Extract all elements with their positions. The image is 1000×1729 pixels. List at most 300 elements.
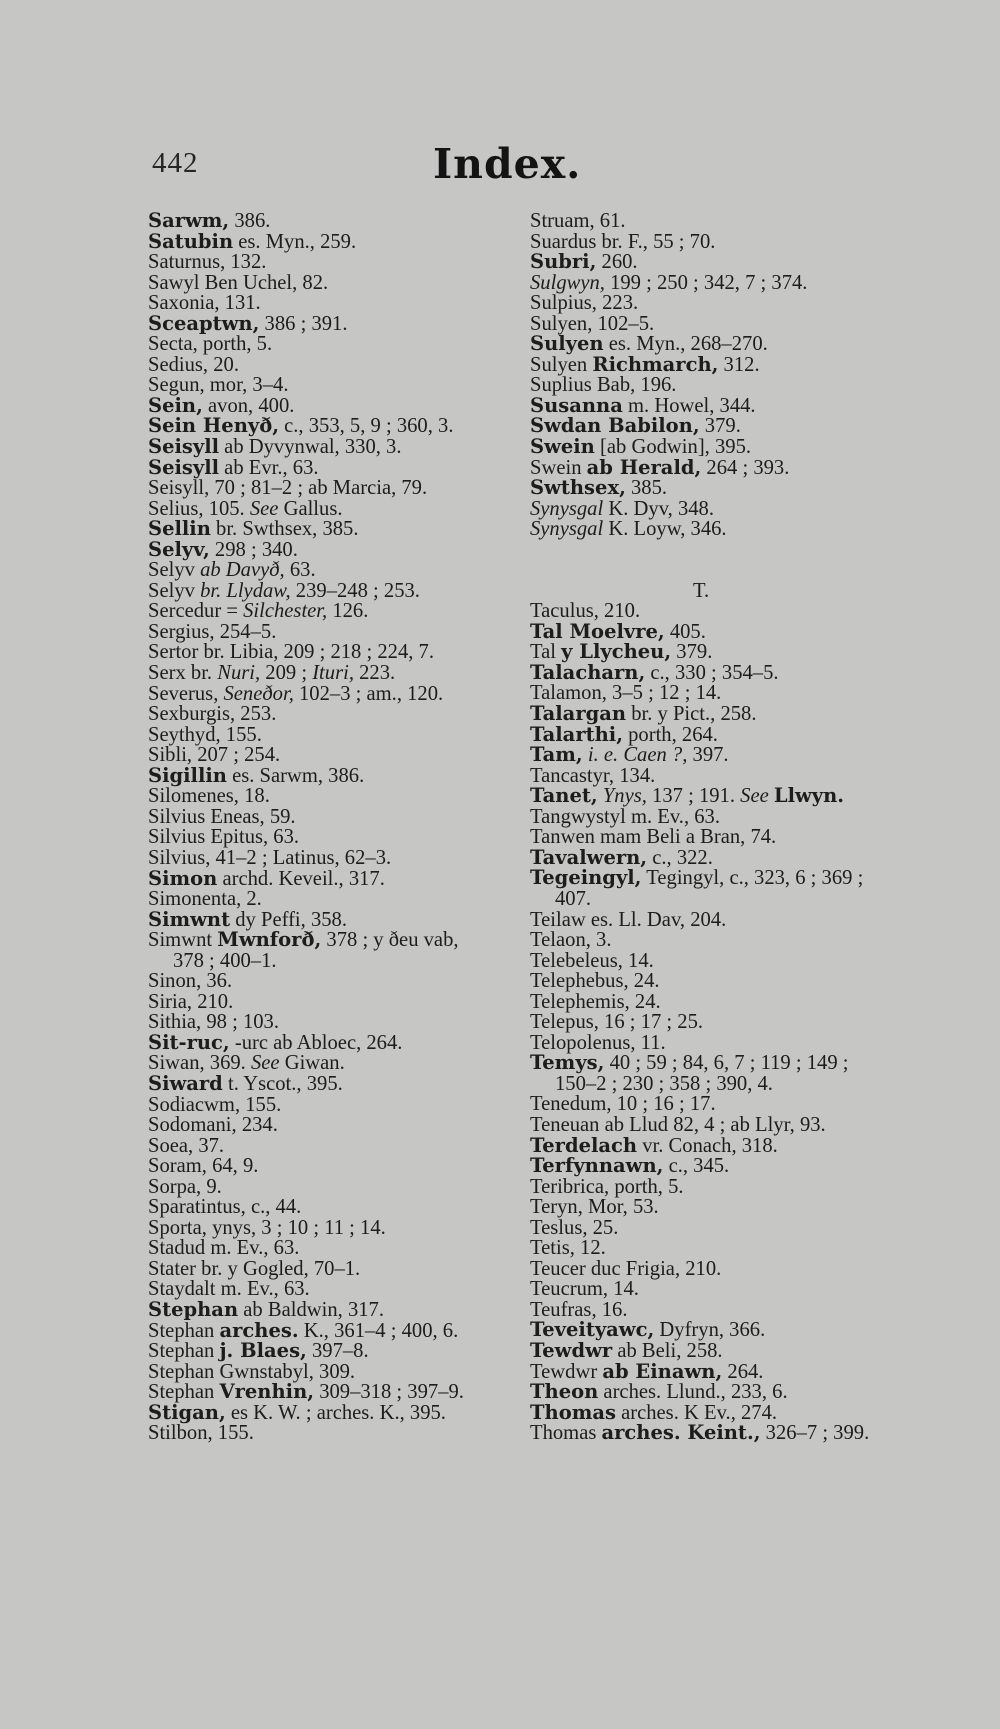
entry-italic: Ituri, [312, 662, 354, 685]
entry-italic: Synysgal [530, 497, 604, 520]
index-column-right [530, 211, 880, 1444]
entry-text: Thomas [530, 1422, 602, 1445]
entry-text: 199 ; 250 ; 342, 7 ; 374. [604, 271, 808, 294]
entry-italic: i. e. Caen ?, [587, 744, 688, 767]
entry-text: 378 ; 400–1. [173, 949, 277, 972]
entry-text: 102–3 ; am., 120. [293, 682, 444, 705]
index-entry [148, 437, 493, 458]
entry-text: Sithia, 98 ; 103. [148, 1011, 280, 1034]
index-entry [148, 1318, 493, 1342]
entry-text: arches. Llund., 233, 6. [598, 1381, 788, 1404]
entry-text: Struam, 61. [530, 210, 626, 232]
entry-text: porth, 264. [622, 723, 718, 746]
index-entry [530, 1423, 880, 1444]
entry-text: Silvius Epitus, 63. [148, 826, 300, 849]
index-entry [530, 1218, 880, 1239]
index-entry [148, 827, 493, 848]
entry-text: Stater br. y Gogled, 70–1. [148, 1257, 361, 1280]
entry-text: Sulyen [530, 353, 593, 376]
entry-headword: arches. Keint., [601, 1421, 761, 1445]
index-entry [148, 1382, 493, 1403]
index-entry [148, 416, 493, 437]
entry-text: dy Peffi, 358. [230, 908, 347, 931]
entry-text: Tangwystyl m. Ev., 63. [530, 805, 720, 828]
index-entry [530, 211, 880, 232]
entry-text: 298 ; 340. [209, 538, 298, 561]
entry-text: Silvius Eneas, 59. [148, 805, 296, 828]
entry-text: Sexburgis, 253. [148, 703, 277, 726]
index-entry [530, 455, 880, 479]
index-entry [148, 663, 493, 684]
index-entry [530, 1094, 880, 1115]
index-entry [530, 1053, 880, 1074]
index-entry [148, 1218, 493, 1239]
index-entry [530, 807, 880, 828]
entry-text: Stephan [148, 1340, 220, 1363]
entry-text: Telebeleus, 14. [530, 949, 654, 972]
entry-text: br. Swthsex, 385. [210, 518, 359, 541]
entry-text: 379. [671, 641, 713, 664]
entry-text: Sorpa, 9. [148, 1175, 222, 1198]
index-entry [530, 951, 880, 972]
entry-italic: Sulgwyn, [530, 271, 605, 294]
entry-text: 312. [718, 353, 760, 376]
entry-headword: ab Herald, [586, 455, 702, 479]
entry-text: 386 ; 391. [259, 312, 348, 335]
entry-text: Sibli, 207 ; 254. [148, 744, 281, 767]
entry-headword: j. Blaes, [219, 1339, 307, 1363]
index-entry [530, 992, 880, 1013]
index-entry [530, 1012, 880, 1033]
entry-text: ab Evr., 63. [219, 456, 319, 479]
entry-headword: y Llycheu, [561, 640, 672, 664]
entry-text: 264. [722, 1360, 764, 1383]
entry-headword: Simon [148, 866, 218, 890]
entry-text: c., 330 ; 354–5. [645, 661, 779, 684]
entry-text: K. Dyv, 348. [603, 497, 715, 520]
entry-text: [ab Godwin], 395. [594, 436, 752, 459]
index-entry [148, 1095, 493, 1116]
index-entry [530, 273, 880, 294]
entry-italic: Seneðor, [223, 682, 294, 705]
index-entry [530, 704, 880, 725]
index-entry [148, 393, 493, 417]
entry-text: Secta, porth, 5. [148, 333, 273, 356]
entry-headword: Stephan [148, 1297, 239, 1321]
entry-headword: Stigan, [148, 1400, 226, 1424]
entry-headword: Teveityawc, [530, 1318, 655, 1342]
entry-text: 264 ; 393. [701, 456, 790, 479]
entry-text: Seythyd, 155. [148, 723, 262, 746]
index-entry [148, 273, 493, 294]
entry-italic: ab Davyð, [200, 559, 285, 582]
section-letter [530, 581, 880, 602]
entry-headword: Seisyll [148, 455, 220, 479]
entry-text: Gallus. [278, 497, 343, 520]
entry-text: Teilaw es. Ll. Dav, 204. [530, 908, 727, 931]
entry-text: Teufras, 16. [530, 1298, 628, 1321]
entry-text: Sulyen, 102–5. [530, 312, 655, 335]
entry-text: Teucrum, 14. [530, 1278, 639, 1301]
entry-text: Dyfryn, 366. [654, 1319, 766, 1342]
index-entry [148, 1136, 493, 1157]
entry-text: Tegingyl, c., 323, 6 ; 369 ; [641, 867, 864, 890]
index-entry [148, 1400, 493, 1424]
entry-text: Talamon, 3–5 ; 12 ; 14. [530, 682, 722, 705]
index-entry [530, 232, 880, 253]
entry-text: Simwnt [148, 929, 218, 952]
index-entry [148, 375, 493, 396]
entry-headword: Talargan [530, 702, 627, 726]
index-entry [530, 293, 880, 314]
index-entry [148, 334, 493, 355]
entry-text: Silvius, 41–2 ; Latinus, 62–3. [148, 846, 392, 869]
index-entry [530, 827, 880, 848]
entry-text: Stephan Gwnstabyl, 309. [148, 1360, 356, 1383]
entry-text: -urc ab Abloec, 264. [229, 1031, 403, 1054]
entry-text: Severus, [148, 682, 224, 705]
index-entry [530, 1238, 880, 1259]
entry-text: Teryn, Mor, 53. [530, 1196, 659, 1219]
entry-text: 407. [555, 887, 592, 910]
index-entry [148, 930, 493, 951]
entry-text: Tetis, 12. [530, 1237, 606, 1260]
index-entry [530, 1338, 880, 1362]
entry-text: c., 345. [663, 1155, 730, 1178]
entry-text: Tancastyr, 134. [530, 764, 656, 787]
entry-text: 397. [687, 744, 729, 767]
entry-text: ab Beli, 258. [612, 1339, 723, 1362]
entry-headword: Siward [148, 1071, 223, 1095]
entry-text: Stilbon, 155. [148, 1422, 254, 1445]
index-entry [530, 1359, 880, 1383]
index-entry [148, 1156, 493, 1177]
entry-text: vr. Conach, 318. [637, 1134, 778, 1157]
entry-text: Siria, 210. [148, 990, 234, 1013]
index-entry [530, 868, 880, 889]
entry-text: Teucer duc Frigia, 210. [530, 1257, 722, 1280]
entry-text: Sparatintus, c., 44. [148, 1196, 302, 1219]
entry-headword: Selyv, [148, 537, 210, 561]
index-entry [148, 971, 493, 992]
entry-headword: Mwnforð, [217, 928, 322, 952]
index-entry [148, 642, 493, 663]
entry-text: Suplius Bab, 196. [530, 374, 677, 397]
entry-headword: Talarthi, [530, 722, 623, 746]
entry-text: avon, 400. [202, 394, 295, 417]
index-entry [148, 1238, 493, 1259]
index-entry [148, 519, 493, 540]
entry-text: 126. [327, 600, 369, 623]
entry-text: Telepus, 16 ; 17 ; 25. [530, 1011, 704, 1034]
index-entry [148, 992, 493, 1013]
entry-text: t. Yscot., 395. [222, 1072, 343, 1095]
index-entry [530, 745, 880, 766]
index-entry [530, 1177, 880, 1198]
entry-headword: Sigillin [148, 763, 227, 787]
index-entry [530, 1400, 880, 1424]
index-entry [530, 375, 880, 396]
index-entry [530, 1197, 880, 1218]
entry-text: Suardus br. F., 55 ; 70. [530, 230, 716, 253]
entry-text: br. y Pict., 258. [626, 703, 757, 726]
entry-text: Swein [530, 456, 587, 479]
index-entry [530, 660, 880, 684]
entry-headword: Tavalwern, [530, 845, 648, 869]
index-entry [530, 766, 880, 787]
entry-text: Sawyl Ben Uchel, 82. [148, 271, 329, 294]
entry-text: Sedius, 20. [148, 353, 239, 376]
entry-text: Stephan [148, 1319, 220, 1342]
entry-text: 379. [699, 415, 741, 438]
entry-text: Giwan. [279, 1052, 345, 1075]
index-entry [148, 355, 493, 376]
index-entry [148, 478, 493, 499]
entry-text: Tewdwr [530, 1360, 603, 1383]
index-entry [530, 683, 880, 704]
index-entry [148, 1177, 493, 1198]
index-entry [530, 910, 880, 931]
index-entry [148, 622, 493, 643]
entry-text: Saxonia, 131. [148, 292, 261, 315]
index-entry [530, 1300, 880, 1321]
index-entry [530, 642, 880, 663]
entry-italic: br. Llydaw, [200, 579, 291, 602]
index-entry [530, 786, 880, 807]
entry-headword: Swthsex, [530, 476, 626, 500]
entry-headword: Terdelach [530, 1133, 638, 1157]
index-entry [530, 722, 880, 746]
index-entry [148, 684, 493, 705]
index-entry [148, 848, 493, 869]
entry-text: archd. Keveil., 317. [217, 867, 385, 890]
index-entry [148, 745, 493, 766]
entry-text: 326–7 ; 399. [760, 1422, 870, 1445]
entry-headword: Theon [530, 1380, 599, 1404]
entry-text: Sercedur = [148, 600, 244, 623]
index-entry [530, 393, 880, 417]
entry-headword: Swein [530, 435, 595, 459]
index-entry [530, 437, 880, 458]
index-entry [530, 1115, 880, 1136]
index-entry [530, 1320, 880, 1341]
entry-italic: See [249, 497, 279, 520]
entry-headword: Sein Henyð, [148, 414, 279, 438]
entry-text: es. Myn., 268–270. [603, 333, 768, 356]
entry-text: Staydalt m. Ev., 63. [148, 1278, 310, 1301]
entry-italic: See [250, 1052, 280, 1075]
index-entry [148, 725, 493, 746]
index-entry [148, 1259, 493, 1280]
entry-text: Sodomani, 234. [148, 1114, 278, 1137]
entry-text: Telaon, 3. [530, 929, 612, 952]
page-number: 442 [152, 147, 199, 179]
index-entry [148, 211, 493, 232]
entry-headword: Subri, [530, 250, 597, 274]
index-entry [530, 971, 880, 992]
entry-text: 137 ; 191. [646, 785, 741, 808]
entry-text: Sergius, 254–5. [148, 620, 277, 643]
entry-headword: Tanet, [530, 784, 598, 808]
entry-headword: Thomas [530, 1400, 616, 1424]
entry-headword: Tegeingyl, [530, 866, 642, 890]
entry-italic: Silchester, [243, 600, 328, 623]
entry-headword: Swdan Babilon, [530, 414, 700, 438]
entry-text: ab Dyvynwal, 330, 3. [219, 436, 402, 459]
entry-text: Saturnus, 132. [148, 251, 267, 274]
entry-text: Stadud m. Ev., 63. [148, 1237, 300, 1260]
entry-text: 385. [625, 477, 668, 500]
entry-text: Selyv [148, 579, 201, 602]
entry-text: Telephemis, 24. [530, 990, 661, 1013]
index-entry [148, 1053, 493, 1074]
entry-text: Simonenta, 2. [148, 888, 262, 911]
entry-text: Telopolenus, 11. [530, 1031, 666, 1054]
entry-headword: Temys, [530, 1051, 605, 1075]
index-entry [530, 1133, 880, 1157]
index-entry [148, 560, 493, 581]
index-entry [148, 252, 493, 273]
entry-text: 386. [229, 210, 271, 232]
entry-text: Sulpius, 223. [530, 292, 639, 315]
index-entry [148, 763, 493, 787]
entry-text: ab Baldwin, 317. [238, 1298, 384, 1321]
index-entry [148, 1279, 493, 1300]
index-entry [530, 1279, 880, 1300]
index-column-left [148, 211, 493, 1444]
index-entry [148, 1362, 493, 1383]
entry-headword: Satubin [148, 229, 234, 253]
entry-headword: Sein, [148, 393, 203, 417]
entry-text: Sertor br. Libia, 209 ; 218 ; 224, 7. [148, 641, 434, 664]
entry-headword: Llwyn. [773, 784, 845, 808]
entry-headword: Simwnt [148, 907, 231, 931]
index-entry [530, 1033, 880, 1054]
entry-text: es. Myn., 259. [233, 230, 357, 253]
index-entry-continuation [530, 889, 880, 910]
entry-text: es K. W. ; arches. K., 395. [225, 1401, 446, 1424]
index-entry [148, 455, 493, 479]
index-entry [530, 1382, 880, 1403]
index-entry [530, 314, 880, 335]
entry-headword: Vrenhin, [219, 1380, 315, 1404]
index-entry [530, 845, 880, 869]
entry-text: Teribrica, porth, 5. [530, 1175, 684, 1198]
index-entry [530, 499, 880, 520]
index-entry [148, 704, 493, 725]
index-entry [148, 1071, 493, 1095]
entry-italic: See [740, 785, 769, 808]
index-entry [148, 1197, 493, 1218]
entry-text: Stephan [148, 1381, 220, 1404]
entry-text: Segun, mor, 3–4. [148, 374, 289, 397]
index-entry [530, 334, 880, 355]
entry-headword: Terfynnawn, [530, 1154, 664, 1178]
entry-text: Sodiacwm, 155. [148, 1093, 282, 1116]
index-entry [530, 478, 880, 499]
entry-text: 260. [596, 251, 638, 274]
index-entry [530, 601, 880, 622]
entry-headword: Tal Moelvre, [530, 619, 665, 643]
entry-text: 405. [664, 620, 706, 643]
entry-headword: Sceaptwn, [148, 311, 260, 335]
entry-text: Tenedum, 10 ; 16 ; 17. [530, 1093, 716, 1116]
entry-text: K. Loyw, 346. [603, 518, 727, 541]
index-entry [530, 930, 880, 951]
entry-headword: Susanna [530, 393, 623, 417]
index-entry [148, 907, 493, 931]
entry-text: Sinon, 36. [148, 970, 233, 993]
entry-text: 378 ; y ðeu vab, [321, 929, 459, 952]
entry-text: 40 ; 59 ; 84, 6, 7 ; 119 ; 149 ; [604, 1052, 849, 1075]
index-entry [530, 416, 880, 437]
entry-text: Soram, 64, 9. [148, 1155, 259, 1178]
index-entry [530, 1259, 880, 1280]
index-entry [530, 352, 880, 376]
entry-text: Silomenes, 18. [148, 785, 270, 808]
entry-headword: Richmarch, [592, 352, 719, 376]
index-entry [148, 807, 493, 828]
entry-text: Selyv [148, 559, 201, 582]
entry-text: 150–2 ; 230 ; 358 ; 390, 4. [555, 1072, 773, 1095]
entry-headword: Sulyen [530, 332, 604, 356]
entry-text: Seisyll, 70 ; 81–2 ; ab Marcia, 79. [148, 477, 428, 500]
entry-headword: Sellin [148, 517, 211, 541]
entry-text: Telephebus, 24. [530, 970, 660, 993]
entry-headword: ab Einawn, [602, 1359, 723, 1383]
index-entry [148, 537, 493, 561]
entry-text: 223. [353, 662, 396, 685]
index-entry [148, 1341, 493, 1362]
entry-text: 397–8. [306, 1340, 369, 1363]
entry-text: arches. K Ev., 274. [615, 1401, 778, 1424]
index-entry [148, 1030, 493, 1054]
index-entry [148, 889, 493, 910]
index-entry [148, 1297, 493, 1321]
index-entry-continuation [530, 1074, 880, 1095]
entry-text: 239–248 ; 253. [290, 579, 420, 602]
index-entry [148, 1115, 493, 1136]
index-entry [148, 866, 493, 890]
index-entry [148, 601, 493, 622]
entry-text: Siwan, 369. [148, 1052, 251, 1075]
entry-italic: Ynys, [602, 785, 647, 808]
entry-text: es. Sarwm, 386. [226, 764, 365, 787]
entry-text: Tanwen mam Beli a Bran, 74. [530, 826, 777, 849]
entry-headword: Sit-ruc, [148, 1030, 230, 1054]
index-entry [148, 499, 493, 520]
index-entry [530, 252, 880, 273]
index-entry [148, 1012, 493, 1033]
entry-text: 63. [284, 559, 316, 582]
index-entry [148, 293, 493, 314]
entry-text: c., 322. [647, 846, 713, 869]
index-entry [148, 1423, 493, 1444]
entry-headword: Seisyll [148, 435, 220, 459]
entry-text: T. [693, 579, 710, 602]
entry-text: Teneuan ab Llud 82, 4 ; ab Llyr, 93. [530, 1113, 826, 1136]
index-entry [148, 311, 493, 335]
entry-headword: arches. [219, 1318, 299, 1342]
index-entry [530, 1156, 880, 1177]
entry-text: Soea, 37. [148, 1134, 225, 1157]
entry-headword: Tewdwr [530, 1338, 613, 1362]
page-heading: Index. [433, 140, 582, 188]
entry-text: m. Howel, 344. [622, 394, 756, 417]
entry-headword: Tam, [530, 743, 583, 767]
entry-text: Taculus, 210. [530, 600, 641, 623]
entry-text: 209 ; [260, 662, 313, 685]
